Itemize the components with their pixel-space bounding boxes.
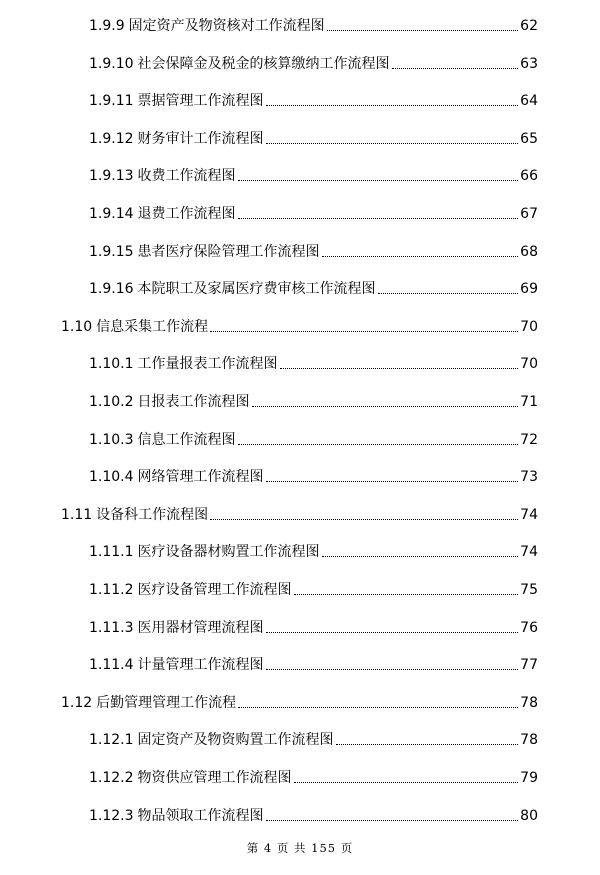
- toc-dot-leader: [252, 406, 519, 407]
- toc-entry-title: 工作量报表工作流程图: [137, 356, 278, 373]
- toc-entry[interactable]: [89, 204, 538, 224]
- toc-entry[interactable]: [89, 16, 538, 36]
- toc-entry-number: 1.11.2: [89, 582, 134, 598]
- toc-entry[interactable]: [89, 392, 538, 412]
- toc-entry-number: 1.9.9: [89, 18, 125, 34]
- toc-entry[interactable]: [89, 655, 538, 675]
- toc-entry[interactable]: [89, 467, 538, 487]
- toc-dot-leader: [294, 594, 519, 595]
- toc-entry-number: 1.11.4: [89, 657, 134, 674]
- toc-entry-number: 1.9.15: [89, 243, 134, 260]
- toc-entry-number: 1.11: [61, 506, 93, 523]
- toc-entry[interactable]: [89, 542, 538, 562]
- toc-entry-title: 财务审计工作流程图: [137, 130, 264, 147]
- toc-entry[interactable]: [89, 166, 538, 186]
- toc-entry-title: 设备科工作流程图: [96, 506, 209, 523]
- toc-entry-title: 票据管理工作流程图: [137, 93, 264, 110]
- toc-dot-leader: [266, 105, 519, 106]
- toc-dot-leader: [238, 707, 518, 708]
- toc-dot-leader: [294, 782, 519, 783]
- toc-entry-title: 计量管理工作流程图: [137, 657, 264, 674]
- toc-dot-leader: [210, 519, 518, 520]
- toc-entry-number: 1.9.11: [89, 93, 134, 110]
- toc-entry-title: 物品领取工作流程图: [137, 807, 264, 824]
- toc-entry-page-number: 66: [520, 168, 538, 185]
- toc-entry-number: 1.12.3: [89, 807, 134, 824]
- toc-entry-page-number: 63: [520, 55, 538, 72]
- toc-entry-number: 1.9.10: [89, 55, 134, 72]
- toc-entry[interactable]: [89, 242, 538, 262]
- toc-dot-leader: [266, 481, 519, 482]
- toc-dot-leader: [336, 744, 519, 745]
- toc-entry-number: 1.12.1: [89, 732, 134, 749]
- toc-entry-page-number: 70: [520, 318, 538, 335]
- toc-entry-title: 患者医疗保险管理工作流程图: [137, 243, 320, 260]
- toc-entry-title: 社会保障金及税金的核算缴纳工作流程图: [137, 55, 390, 72]
- toc-entry-number: 1.11.3: [89, 619, 134, 636]
- toc-entry-page-number: 77: [520, 657, 538, 674]
- toc-entry-page-number: 74: [520, 544, 538, 561]
- toc-entry-page-number: 67: [520, 206, 538, 222]
- toc-entry-title: 日报表工作流程图: [137, 394, 250, 410]
- toc-entry-page-number: 65: [520, 130, 538, 147]
- toc-dot-leader: [266, 669, 519, 670]
- toc-entry-page-number: 68: [520, 243, 538, 260]
- toc-entry-title: 物资供应管理工作流程图: [137, 770, 292, 786]
- toc-entry[interactable]: [89, 806, 538, 826]
- toc-entry-title: 信息采集工作流程: [96, 318, 209, 335]
- toc-section-entry[interactable]: [61, 317, 538, 337]
- toc-dot-leader: [210, 331, 518, 332]
- toc-entry-page-number: 76: [520, 619, 538, 636]
- toc-dot-leader: [327, 30, 519, 31]
- toc-entry-page-number: 78: [520, 732, 538, 749]
- toc-entry-number: 1.9.13: [89, 168, 134, 185]
- toc-entry-title: 医疗设备器材购置工作流程图: [137, 544, 320, 561]
- toc-section-entry[interactable]: [61, 505, 538, 525]
- toc-entry-page-number: 64: [520, 93, 538, 110]
- toc-entry-number: 1.9.16: [89, 281, 134, 298]
- toc-entry-title: 固定资产及物资购置工作流程图: [137, 732, 334, 749]
- toc-entry-number: 1.9.14: [89, 206, 134, 222]
- toc-entry-title: 医疗设备管理工作流程图: [137, 582, 292, 598]
- toc-entry-number: 1.11.1: [89, 544, 134, 561]
- toc-entry[interactable]: [89, 618, 538, 638]
- toc-entry-title: 退费工作流程图: [137, 206, 236, 222]
- toc-dot-leader: [238, 180, 519, 181]
- toc-dot-leader: [266, 820, 519, 821]
- toc-dot-leader: [266, 143, 519, 144]
- toc-entry-number: 1.10.2: [89, 394, 134, 410]
- toc-dot-leader: [392, 68, 519, 69]
- toc-entry-title: 信息工作流程图: [137, 431, 236, 448]
- toc-entry-page-number: 78: [520, 694, 538, 711]
- toc-entry-page-number: 75: [520, 582, 538, 598]
- toc-entry-page-number: 71: [520, 394, 538, 410]
- toc-dot-leader: [266, 632, 519, 633]
- toc-entry-number: 1.10: [61, 318, 93, 335]
- toc-entry[interactable]: [89, 430, 538, 450]
- toc-entry-number: 1.9.12: [89, 130, 134, 147]
- toc-dot-leader: [378, 293, 519, 294]
- toc-entry-page-number: 70: [520, 356, 538, 373]
- toc-entry-page-number: 69: [520, 281, 538, 298]
- toc-entry-title: 本院职工及家属医疗费审核工作流程图: [137, 281, 376, 298]
- toc-entry-page-number: 74: [520, 506, 538, 523]
- toc-dot-leader: [322, 556, 519, 557]
- toc-entry[interactable]: [89, 91, 538, 111]
- toc-entry[interactable]: [89, 768, 538, 788]
- toc-entry-page-number: 72: [520, 431, 538, 448]
- toc-section-entry[interactable]: [61, 693, 538, 713]
- page-footer: 第 4 页 共 155 页: [246, 841, 354, 855]
- toc-entry-page-number: 73: [520, 469, 538, 486]
- toc-entry-title: 网络管理工作流程图: [137, 469, 264, 486]
- toc-entry-number: 1.10.3: [89, 431, 134, 448]
- toc-entry-page-number: 79: [520, 770, 538, 786]
- toc-entry[interactable]: [89, 354, 538, 374]
- toc-entry-number: 1.12.2: [89, 770, 134, 786]
- toc-entry-title: 医用器材管理流程图: [137, 619, 264, 636]
- toc-dot-leader: [280, 368, 519, 369]
- toc-entry[interactable]: [89, 730, 538, 750]
- toc-entry[interactable]: [89, 279, 538, 299]
- toc-entry-number: 1.12: [61, 694, 93, 711]
- toc-entry-number: 1.10.1: [89, 356, 134, 373]
- toc-entry[interactable]: [89, 54, 538, 74]
- toc-entry-page-number: 80: [520, 807, 538, 824]
- toc-entry[interactable]: [89, 129, 538, 149]
- toc-entry[interactable]: [89, 580, 538, 600]
- toc-dot-leader: [322, 256, 519, 257]
- toc-entry-title: 固定资产及物资核对工作流程图: [128, 18, 325, 34]
- toc-dot-leader: [238, 218, 519, 219]
- toc-dot-leader: [238, 444, 519, 445]
- toc-entry-title: 收费工作流程图: [137, 168, 236, 185]
- toc-entry-number: 1.10.4: [89, 469, 134, 486]
- toc-entry-page-number: 62: [520, 18, 538, 34]
- toc-entry-title: 后勤管理管理工作流程: [96, 694, 237, 711]
